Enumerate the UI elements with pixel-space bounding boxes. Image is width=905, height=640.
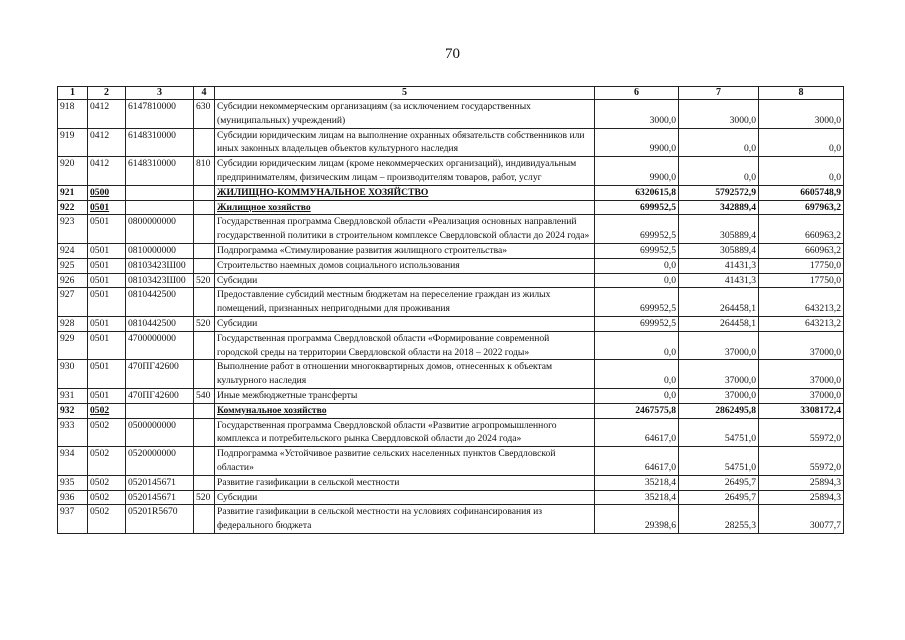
amount-col-7: 41431,3 xyxy=(679,258,759,273)
expense-type-code xyxy=(194,243,215,258)
item-name: Субсидии юридическим лицам на выполнение охранных обязательств собственников или иных законных владельцев объектов культурного наследия xyxy=(215,128,595,157)
target-article-code: 470ПГ42600 xyxy=(126,388,194,403)
row-number: 927 xyxy=(58,288,88,317)
table-row xyxy=(58,505,844,534)
section-code: 0502 xyxy=(88,505,126,534)
table-row xyxy=(58,388,844,403)
header-col-7: 7 xyxy=(679,87,759,100)
expense-type-code xyxy=(194,418,215,447)
item-name: ЖИЛИЩНО-КОММУНАЛЬНОЕ ХОЗЯЙСТВО xyxy=(215,185,595,200)
item-name: Государственная программа Свердловской области «Формирование современной городской среды на территории Свердловской области на 2018 – 2022 годы» xyxy=(215,331,595,360)
table-row xyxy=(58,100,844,129)
expense-type-code: 520 xyxy=(194,490,215,505)
amount-col-6: 0,0 xyxy=(595,258,679,273)
table-row xyxy=(58,331,844,360)
amount-col-8: 25894,3 xyxy=(759,475,844,490)
header-col-1: 1 xyxy=(58,87,88,100)
amount-col-6: 29398,6 xyxy=(595,505,679,534)
amount-col-8: 660963,2 xyxy=(759,243,844,258)
amount-col-6: 9900,0 xyxy=(595,128,679,157)
amount-col-7: 0,0 xyxy=(679,128,759,157)
section-code: 0502 xyxy=(88,490,126,505)
row-number: 919 xyxy=(58,128,88,157)
section-code: 0501 xyxy=(88,288,126,317)
table-row xyxy=(58,475,844,490)
target-article-code xyxy=(126,200,194,215)
table-row xyxy=(58,200,844,215)
row-number: 925 xyxy=(58,258,88,273)
amount-col-6: 64617,0 xyxy=(595,418,679,447)
amount-col-8: 660963,2 xyxy=(759,215,844,244)
expense-type-code: 810 xyxy=(194,157,215,186)
expense-type-code xyxy=(194,447,215,476)
amount-col-6: 699952,5 xyxy=(595,215,679,244)
target-article-code: 6148310000 xyxy=(126,157,194,186)
expense-type-code xyxy=(194,215,215,244)
expense-type-code xyxy=(194,258,215,273)
target-article-code: 0520000000 xyxy=(126,447,194,476)
expense-type-code xyxy=(194,475,215,490)
amount-col-8: 697963,2 xyxy=(759,200,844,215)
amount-col-8: 37000,0 xyxy=(759,360,844,389)
section-code: 0412 xyxy=(88,157,126,186)
table-row xyxy=(58,258,844,273)
amount-col-7: 41431,3 xyxy=(679,273,759,288)
amount-col-6: 6320615,8 xyxy=(595,185,679,200)
row-number: 918 xyxy=(58,100,88,129)
amount-col-8: 0,0 xyxy=(759,128,844,157)
row-number: 929 xyxy=(58,331,88,360)
amount-col-8: 17750,0 xyxy=(759,273,844,288)
amount-col-7: 2862495,8 xyxy=(679,403,759,418)
row-number: 936 xyxy=(58,490,88,505)
table-row xyxy=(58,273,844,288)
expense-type-code xyxy=(194,128,215,157)
table-row xyxy=(58,447,844,476)
amount-col-6: 2467575,8 xyxy=(595,403,679,418)
target-article-code: 0810442500 xyxy=(126,316,194,331)
amount-col-7: 28255,3 xyxy=(679,505,759,534)
expense-type-code xyxy=(194,403,215,418)
section-code: 0501 xyxy=(88,331,126,360)
row-number: 932 xyxy=(58,403,88,418)
amount-col-6: 0,0 xyxy=(595,331,679,360)
item-name: Иные межбюджетные трансферты xyxy=(215,388,595,403)
item-name: Субсидии xyxy=(215,273,595,288)
row-number: 921 xyxy=(58,185,88,200)
row-number: 935 xyxy=(58,475,88,490)
expense-type-code: 540 xyxy=(194,388,215,403)
row-number: 934 xyxy=(58,447,88,476)
item-name: Жилищное хозяйство xyxy=(215,200,595,215)
expense-type-code: 520 xyxy=(194,273,215,288)
amount-col-6: 3000,0 xyxy=(595,100,679,129)
target-article-code: 0500000000 xyxy=(126,418,194,447)
amount-col-8: 25894,3 xyxy=(759,490,844,505)
row-number: 933 xyxy=(58,418,88,447)
amount-col-7: 26495,7 xyxy=(679,490,759,505)
amount-col-8: 17750,0 xyxy=(759,258,844,273)
section-code: 0500 xyxy=(88,185,126,200)
row-number: 922 xyxy=(58,200,88,215)
target-article-code: 4700000000 xyxy=(126,331,194,360)
row-number: 924 xyxy=(58,243,88,258)
target-article-code: 0520145671 xyxy=(126,475,194,490)
item-name: Субсидии некоммерческим организациям (за исключением государственных (муниципальных) учреждений) xyxy=(215,100,595,129)
budget-table xyxy=(57,86,844,534)
section-code: 0502 xyxy=(88,403,126,418)
amount-col-8: 3308172,4 xyxy=(759,403,844,418)
item-name: Субсидии xyxy=(215,490,595,505)
amount-col-6: 9900,0 xyxy=(595,157,679,186)
section-code: 0501 xyxy=(88,243,126,258)
amount-col-6: 0,0 xyxy=(595,273,679,288)
expense-type-code: 630 xyxy=(194,100,215,129)
header-col-3: 3 xyxy=(126,87,194,100)
expense-type-code xyxy=(194,331,215,360)
row-number: 930 xyxy=(58,360,88,389)
row-number: 923 xyxy=(58,215,88,244)
table-row xyxy=(58,243,844,258)
table-row xyxy=(58,418,844,447)
amount-col-6: 699952,5 xyxy=(595,288,679,317)
table-row xyxy=(58,403,844,418)
amount-col-7: 3000,0 xyxy=(679,100,759,129)
amount-col-8: 30077,7 xyxy=(759,505,844,534)
row-number: 928 xyxy=(58,316,88,331)
header-col-8: 8 xyxy=(759,87,844,100)
target-article-code: 0800000000 xyxy=(126,215,194,244)
section-code: 0501 xyxy=(88,360,126,389)
amount-col-6: 0,0 xyxy=(595,388,679,403)
row-number: 926 xyxy=(58,273,88,288)
amount-col-7: 37000,0 xyxy=(679,331,759,360)
header-col-2: 2 xyxy=(88,87,126,100)
header-col-6: 6 xyxy=(595,87,679,100)
amount-col-8: 643213,2 xyxy=(759,288,844,317)
table-row xyxy=(58,316,844,331)
target-article-code: 05201R5670 xyxy=(126,505,194,534)
amount-col-7: 37000,0 xyxy=(679,388,759,403)
section-code: 0501 xyxy=(88,388,126,403)
amount-col-7: 264458,1 xyxy=(679,288,759,317)
section-code: 0502 xyxy=(88,447,126,476)
table-row xyxy=(58,288,844,317)
expense-type-code: 520 xyxy=(194,316,215,331)
section-code: 0412 xyxy=(88,100,126,129)
header-col-5: 5 xyxy=(215,87,595,100)
target-article-code: 6147810000 xyxy=(126,100,194,129)
item-name: Субсидии xyxy=(215,316,595,331)
amount-col-8: 3000,0 xyxy=(759,100,844,129)
amount-col-6: 35218,4 xyxy=(595,490,679,505)
row-number: 931 xyxy=(58,388,88,403)
target-article-code: 0810442500 xyxy=(126,288,194,317)
section-code: 0501 xyxy=(88,273,126,288)
amount-col-7: 0,0 xyxy=(679,157,759,186)
target-article-code xyxy=(126,403,194,418)
amount-col-7: 26495,7 xyxy=(679,475,759,490)
section-code: 0502 xyxy=(88,418,126,447)
amount-col-8: 55972,0 xyxy=(759,447,844,476)
target-article-code: 08103423Ш00 xyxy=(126,258,194,273)
table-row xyxy=(58,128,844,157)
item-name: Государственная программа Свердловской области «Реализация основных направлений государственной политики в строительном комплексе Свердловской области до 2024 года» xyxy=(215,215,595,244)
section-code: 0412 xyxy=(88,128,126,157)
amount-col-7: 54751,0 xyxy=(679,447,759,476)
item-name: Субсидии юридическим лицам (кроме некоммерческих организаций), индивидуальным предпринимателям, физическим лицам – производителям товаров, работ, услуг xyxy=(215,157,595,186)
amount-col-6: 64617,0 xyxy=(595,447,679,476)
target-article-code: 0810000000 xyxy=(126,243,194,258)
section-code: 0501 xyxy=(88,316,126,331)
section-code: 0501 xyxy=(88,200,126,215)
table-row xyxy=(58,185,844,200)
item-name: Подпрограмма «Стимулирование развития жилищного строительства» xyxy=(215,243,595,258)
table-row xyxy=(58,215,844,244)
expense-type-code xyxy=(194,288,215,317)
item-name: Развитие газификации в сельской местности xyxy=(215,475,595,490)
target-article-code: 0520145671 xyxy=(126,490,194,505)
amount-col-8: 0,0 xyxy=(759,157,844,186)
amount-col-7: 342889,4 xyxy=(679,200,759,215)
amount-col-6: 699952,5 xyxy=(595,243,679,258)
table-row xyxy=(58,157,844,186)
target-article-code: 6148310000 xyxy=(126,128,194,157)
row-number: 937 xyxy=(58,505,88,534)
amount-col-8: 643213,2 xyxy=(759,316,844,331)
amount-col-8: 55972,0 xyxy=(759,418,844,447)
amount-col-8: 6605748,9 xyxy=(759,185,844,200)
amount-col-7: 54751,0 xyxy=(679,418,759,447)
amount-col-6: 699952,5 xyxy=(595,316,679,331)
item-name: Выполнение работ в отношении многоквартирных домов, отнесенных к объектам культурного наследия xyxy=(215,360,595,389)
amount-col-8: 37000,0 xyxy=(759,388,844,403)
expense-type-code xyxy=(194,505,215,534)
table-row xyxy=(58,360,844,389)
amount-col-7: 5792572,9 xyxy=(679,185,759,200)
item-name: Государственная программа Свердловской области «Развитие агропромышленного комплекса и потребительского рынка Свердловской области до 2024 года» xyxy=(215,418,595,447)
target-article-code xyxy=(126,185,194,200)
section-code: 0502 xyxy=(88,475,126,490)
amount-col-6: 0,0 xyxy=(595,360,679,389)
section-code: 0501 xyxy=(88,258,126,273)
amount-col-6: 699952,5 xyxy=(595,200,679,215)
item-name: Коммунальное хозяйство xyxy=(215,403,595,418)
amount-col-7: 37000,0 xyxy=(679,360,759,389)
expense-type-code xyxy=(194,360,215,389)
header-row xyxy=(58,87,844,100)
amount-col-7: 305889,4 xyxy=(679,215,759,244)
expense-type-code xyxy=(194,185,215,200)
target-article-code: 470ПГ42600 xyxy=(126,360,194,389)
amount-col-7: 305889,4 xyxy=(679,243,759,258)
amount-col-7: 264458,1 xyxy=(679,316,759,331)
expense-type-code xyxy=(194,200,215,215)
amount-col-6: 35218,4 xyxy=(595,475,679,490)
target-article-code: 08103423Ш00 xyxy=(126,273,194,288)
header-col-4: 4 xyxy=(194,87,215,100)
item-name: Развитие газификации в сельской местности на условиях софинансирования из федерального бюджета xyxy=(215,505,595,534)
row-number: 920 xyxy=(58,157,88,186)
table-row xyxy=(58,490,844,505)
amount-col-8: 37000,0 xyxy=(759,331,844,360)
page-number: 70 xyxy=(445,46,460,62)
section-code: 0501 xyxy=(88,215,126,244)
item-name: Предоставление субсидий местным бюджетам на переселение граждан из жилых помещений, признанных непригодными для проживания xyxy=(215,288,595,317)
item-name: Строительство наемных домов социального использования xyxy=(215,258,595,273)
item-name: Подпрограмма «Устойчивое развитие сельских населенных пунктов Свердловской области» xyxy=(215,447,595,476)
